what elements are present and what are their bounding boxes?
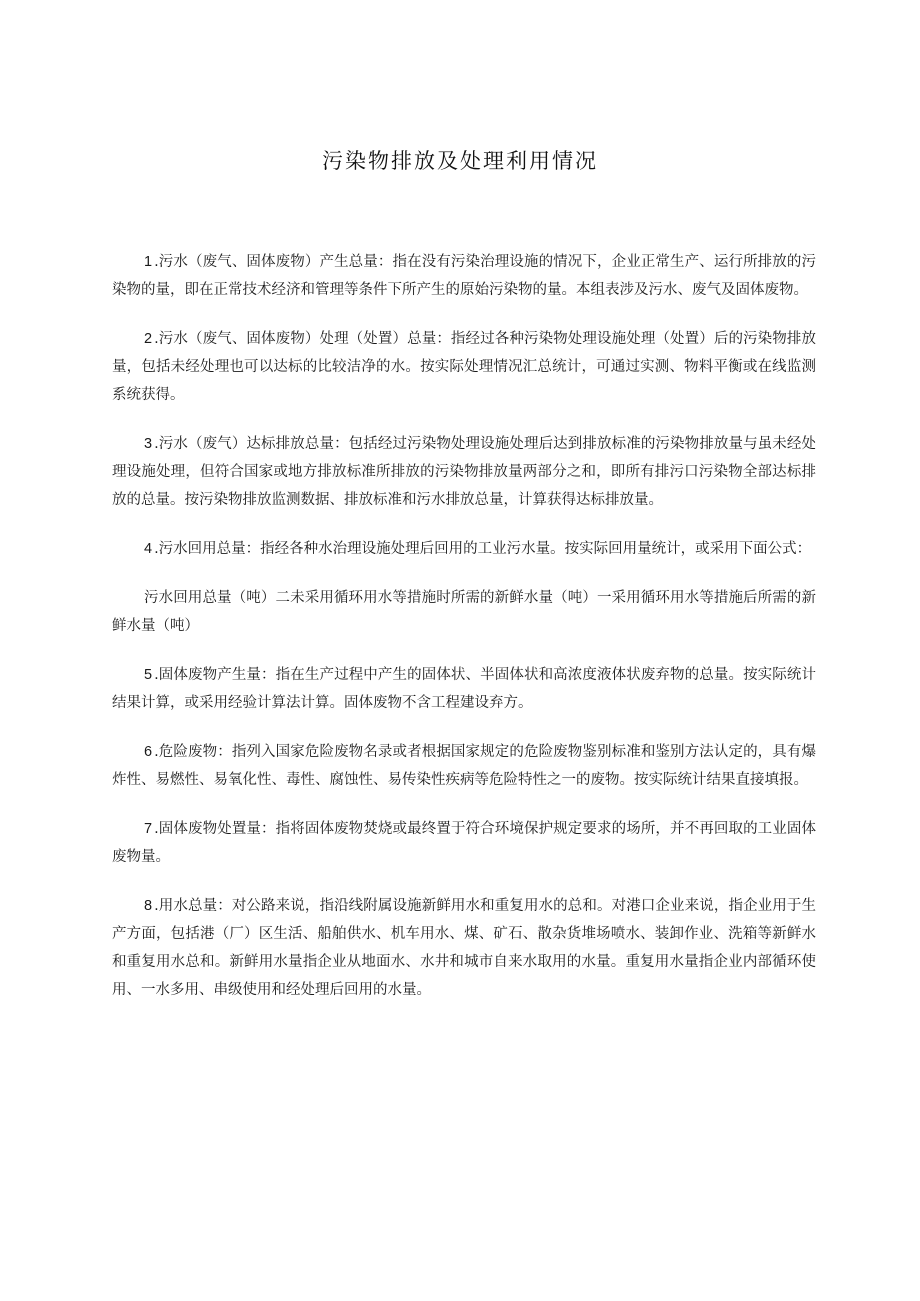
paragraph-number: 1 bbox=[144, 254, 153, 270]
paragraph-number: 7 bbox=[144, 821, 153, 837]
paragraph-text: .污水回用总量：指经各种水治理设施处理后回用的工业污水量。按实际回用量统计，或采用下面公式： bbox=[154, 541, 812, 557]
paragraph-6 bbox=[112, 738, 816, 794]
formula-paragraph bbox=[112, 584, 816, 640]
paragraph-text: 污水回用总量（吨）二未采用循环用水等措施时所需的新鲜水量（吨）一采用循环用水等措施后所需的新鲜水量（吨） bbox=[112, 590, 816, 634]
paragraph-2 bbox=[112, 325, 816, 409]
paragraph-text: .污水（废气、固体废物）处理（处置）总量：指经过各种污染物处理设施处理（处置）后的污染物排放量，包括未经处理也可以达标的比较洁净的水。按实际处理情况汇总统计，可通过实测、物料平衡或在线监测系统获得。 bbox=[112, 331, 816, 403]
paragraph-text: .污水（废气、固体废物）产生总量：指在没有污染治理设施的情况下，企业正常生产、运行所排放的污染物的量，即在正常技术经济和管理等条件下所产生的原始污染物的量。本组表涉及污水、废气及固体废物。 bbox=[112, 254, 816, 298]
paragraph-7 bbox=[112, 815, 816, 871]
paragraph-number: 5 bbox=[144, 667, 153, 683]
paragraph-4 bbox=[112, 535, 816, 563]
paragraph-number: 3 bbox=[144, 436, 153, 452]
paragraph-text: .危险废物：指列入国家危险废物名录或者根据国家规定的危险废物鉴别标准和鉴别方法认定的，具有爆炸性、易燃性、易氧化性、毒性、腐蚀性、易传染性疾病等危险特性之一的废物。按实际统计结果直接填报。 bbox=[112, 744, 816, 788]
paragraph-8 bbox=[112, 892, 816, 1004]
paragraph-number: 2 bbox=[144, 331, 153, 347]
paragraph-number: 8 bbox=[144, 898, 153, 914]
paragraph-3 bbox=[112, 430, 816, 514]
paragraph-1 bbox=[112, 248, 816, 304]
paragraph-text: .固体废物产生量：指在生产过程中产生的固体状、半固体状和高浓度液体状废弃物的总量。按实际统计结果计算，或采用经验计算法计算。固体废物不含工程建设弃方。 bbox=[112, 667, 816, 711]
document-body bbox=[112, 248, 816, 1025]
paragraph-number: 6 bbox=[144, 744, 153, 760]
paragraph-5 bbox=[112, 661, 816, 717]
paragraph-text: .污水（废气）达标排放总量：包括经过污染物处理设施处理后达到排放标准的污染物排放量与虽未经处理设施处理，但符合国家或地方排放标准所排放的污染物排放量两部分之和，即所有排污口污染物全部达标排放的总量。按污染物排放监测数据、排放标准和污水排放总量，计算获得达标排放量。 bbox=[112, 436, 816, 508]
paragraph-text: .用水总量：对公路来说，指沿线附属设施新鲜用水和重复用水的总和。对港口企业来说，指企业用于生产方面，包括港（厂）区生活、船舶供水、机车用水、煤、矿石、散杂货堆场喷水、装卸作业、洗箱等新鲜水和重复用水总和。新鲜用水量指企业从地面水、水井和城市自来水取用的水量。重复用水量指企业内部循环使用、一水多用、串级使用和经处理后回用的水量。 bbox=[112, 898, 816, 998]
paragraph-number: 4 bbox=[144, 541, 153, 557]
page-title: 污染物排放及处理利用情况 bbox=[322, 149, 598, 173]
paragraph-text: .固体废物处置量：指将固体废物焚烧或最终置于符合环境保护规定要求的场所，并不再回取的工业固体废物量。 bbox=[112, 821, 816, 865]
